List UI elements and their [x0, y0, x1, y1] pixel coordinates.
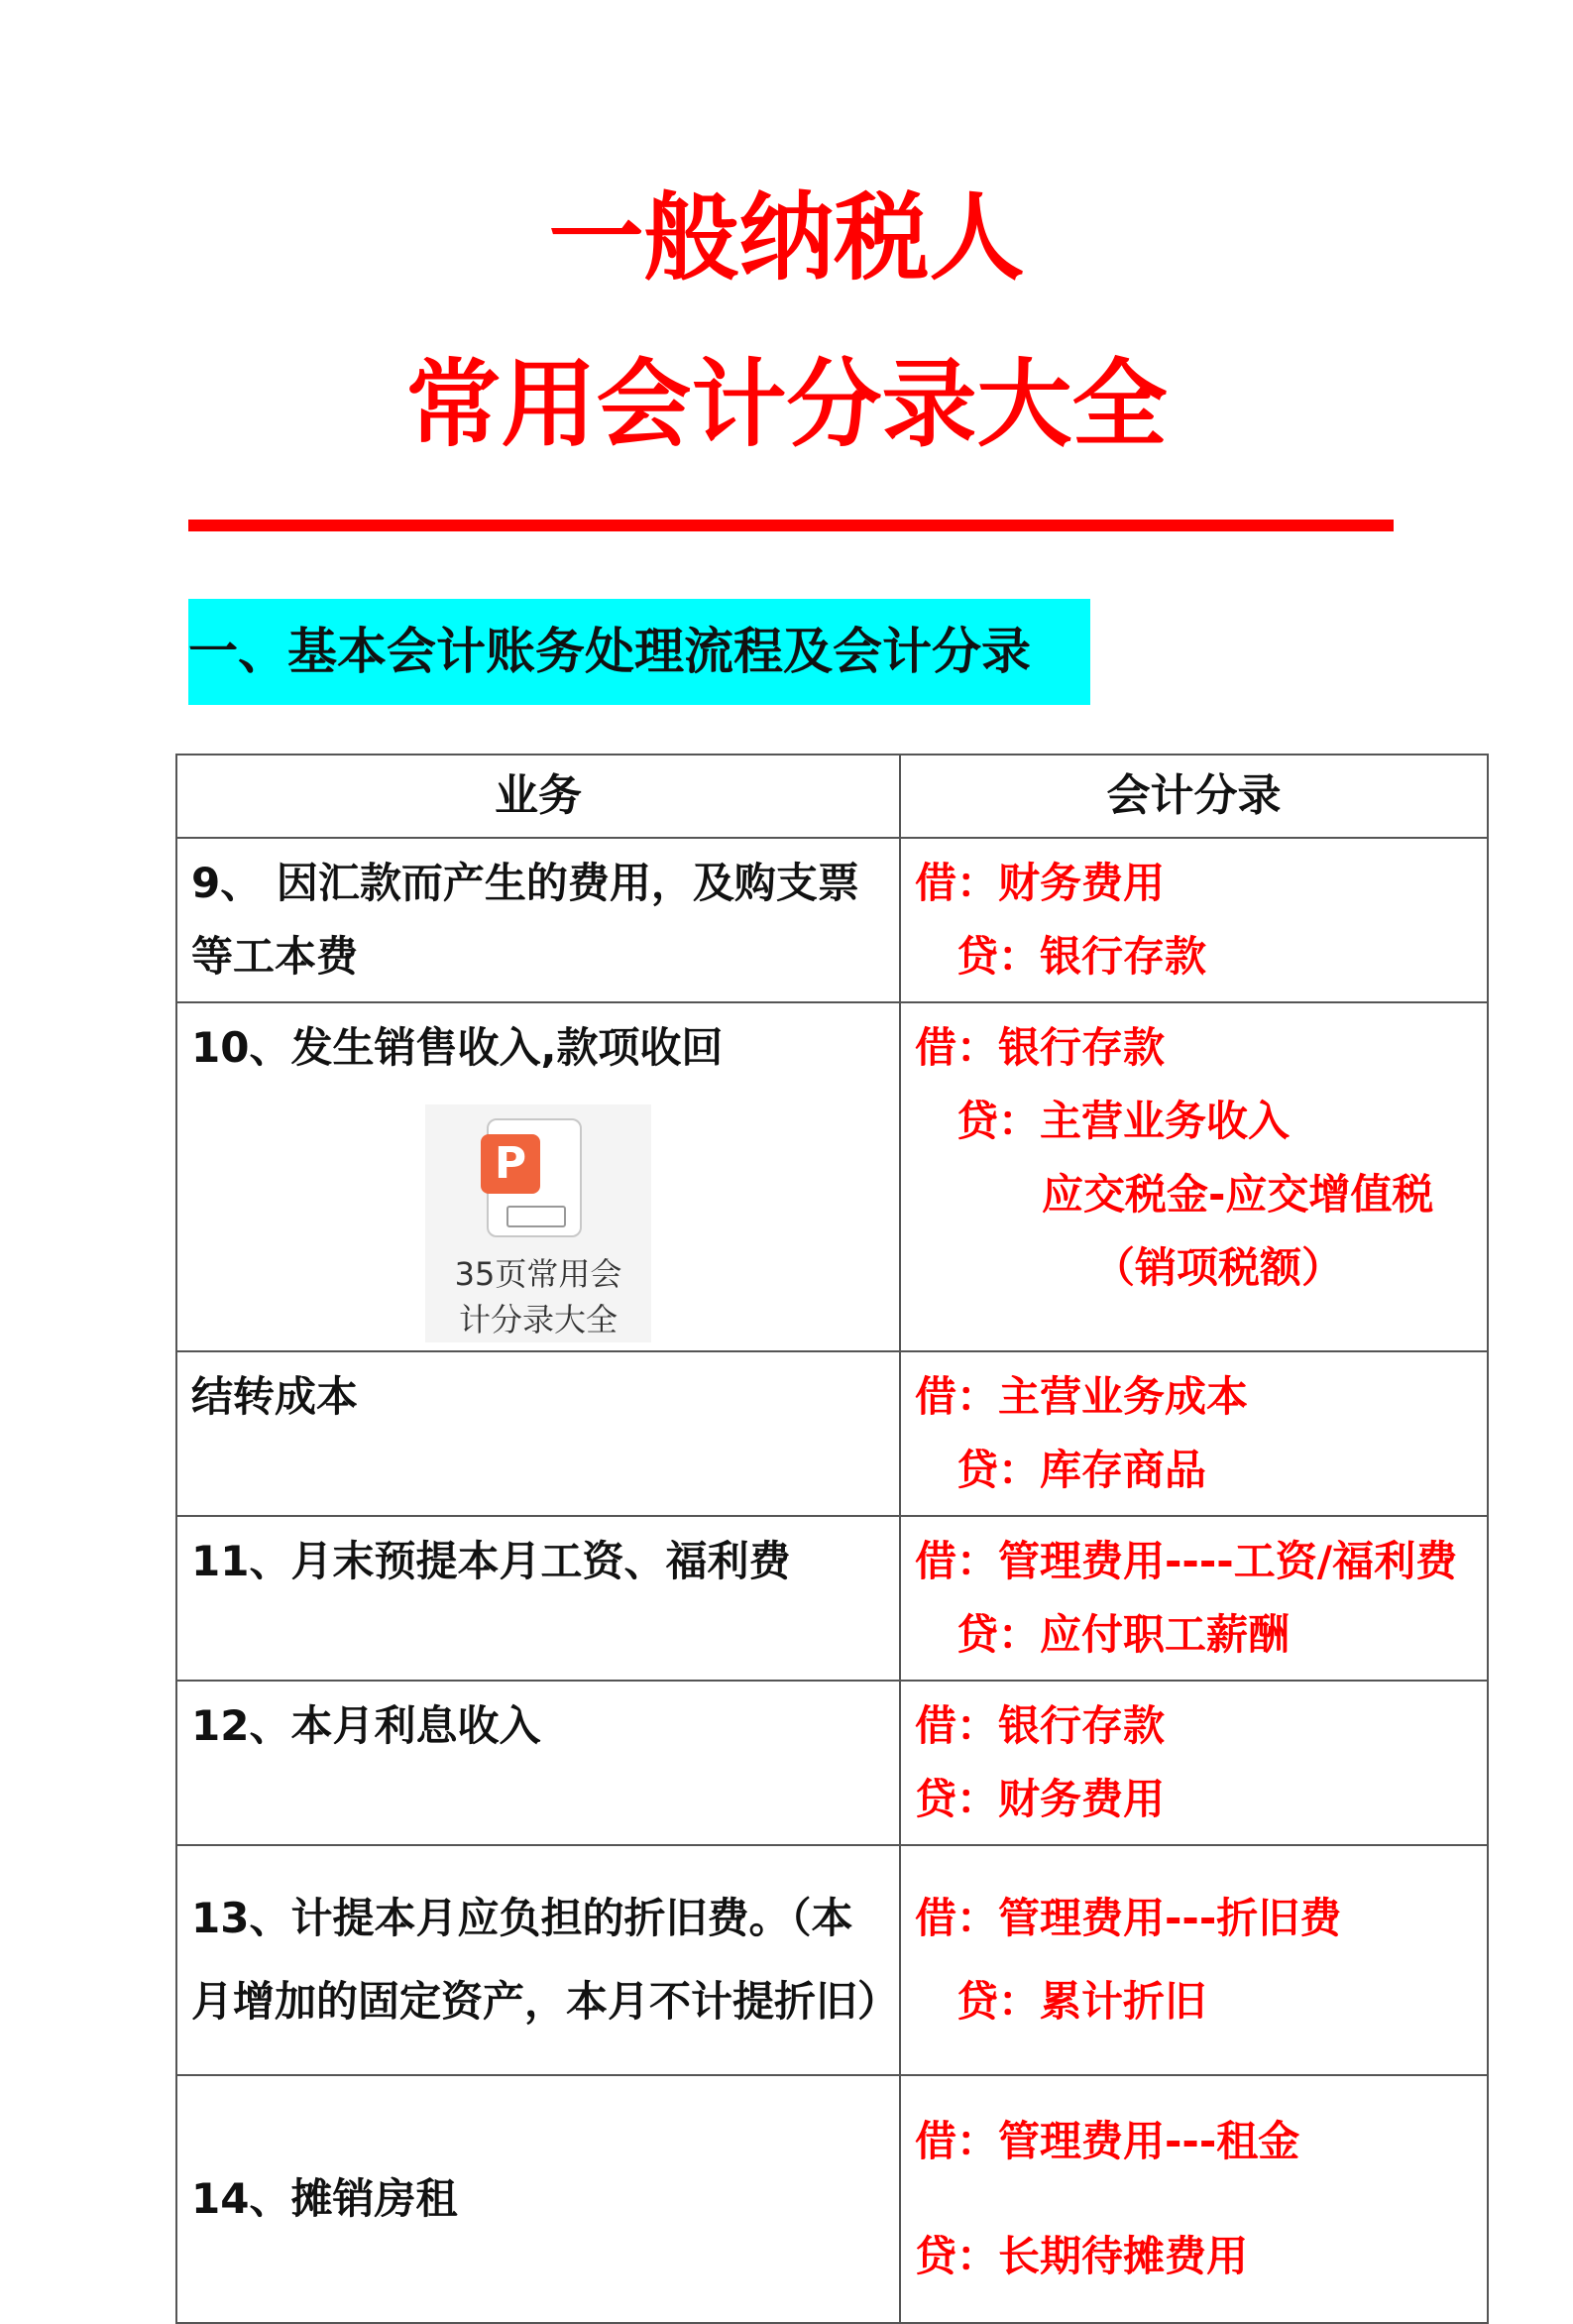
- business-cell: 结转成本: [176, 1351, 900, 1516]
- entry-cell: [900, 1845, 1488, 2075]
- entry-cell: [900, 1681, 1488, 1845]
- debit-line: 借：管理费用---租金: [915, 2117, 1300, 2165]
- entry-cell: [900, 2075, 1488, 2323]
- entry-cell: [900, 1516, 1488, 1681]
- document-title-line2: 常用会计分录大全: [405, 349, 1168, 460]
- credit-line: 贷：长期待摊费用: [915, 2232, 1249, 2280]
- table-row: [176, 1845, 1488, 2075]
- debit-line: 借：主营业务成本: [915, 1372, 1249, 1421]
- attachment-caption-line1: 35页常用会: [454, 1255, 622, 1293]
- credit-line: 贷：银行存款: [956, 932, 1207, 981]
- business-cell: 14、摊销房租: [176, 2075, 900, 2323]
- table-row: [176, 2075, 1488, 2323]
- table-row: [176, 1516, 1488, 1681]
- business-cell: 11、月末预提本月工资、福利费: [176, 1516, 900, 1681]
- business-cell: [176, 1002, 900, 1351]
- p-badge-icon: P: [481, 1134, 540, 1194]
- document-title-line1: 一般纳税人: [548, 182, 1025, 293]
- credit-line: 贷：累计折旧: [956, 1977, 1207, 2026]
- attachment-file[interactable]: [425, 1104, 651, 1342]
- credit-line: 贷：库存商品: [956, 1446, 1207, 1494]
- business-text: 10、发生销售收入,款项收回: [191, 1023, 724, 1072]
- credit-line: 贷：财务费用: [915, 1775, 1166, 1823]
- debit-line: 借：银行存款: [915, 1023, 1166, 1072]
- entry-cell: [900, 1351, 1488, 1516]
- debit-line: 借：银行存款: [915, 1701, 1166, 1750]
- attachment-caption-line2: 计分录大全: [458, 1301, 618, 1338]
- credit-line: 贷：主营业务收入: [956, 1097, 1291, 1145]
- entry-cell: [900, 838, 1488, 1002]
- header-business: 业务: [176, 755, 900, 838]
- title-divider: [188, 520, 1394, 531]
- debit-line: 借：管理费用---折旧费: [915, 1894, 1342, 1942]
- table-row: [176, 1351, 1488, 1516]
- business-cell: 13、计提本月应负担的折旧费。（本月增加的固定资产，本月不计提折旧）: [176, 1845, 900, 2075]
- attachment-caption: [425, 1251, 651, 1342]
- header-journal-entry: 会计分录: [900, 755, 1488, 838]
- journal-entry-table: [175, 754, 1489, 2324]
- section-heading: 一、基本会计账务处理流程及会计分录: [188, 599, 1090, 705]
- debit-line: 借：管理费用----工资/福利费: [915, 1537, 1458, 1585]
- credit-line: 贷：应付职工薪酬: [956, 1610, 1291, 1659]
- table-row: [176, 1681, 1488, 1845]
- credit-line-note: （销项税额）: [1093, 1243, 1344, 1292]
- slide-placeholder-icon: [506, 1206, 566, 1227]
- credit-line: 应交税金-应交增值税: [1042, 1170, 1434, 1219]
- business-cell: 9、 因汇款而产生的费用，及购支票等工本费: [176, 838, 900, 1002]
- table-row: [176, 838, 1488, 1002]
- debit-line: 借：财务费用: [915, 859, 1166, 907]
- table-header-row: [176, 755, 1488, 838]
- entry-cell: [900, 1002, 1488, 1351]
- business-cell: 12、本月利息收入: [176, 1681, 900, 1845]
- table-row: [176, 1002, 1488, 1351]
